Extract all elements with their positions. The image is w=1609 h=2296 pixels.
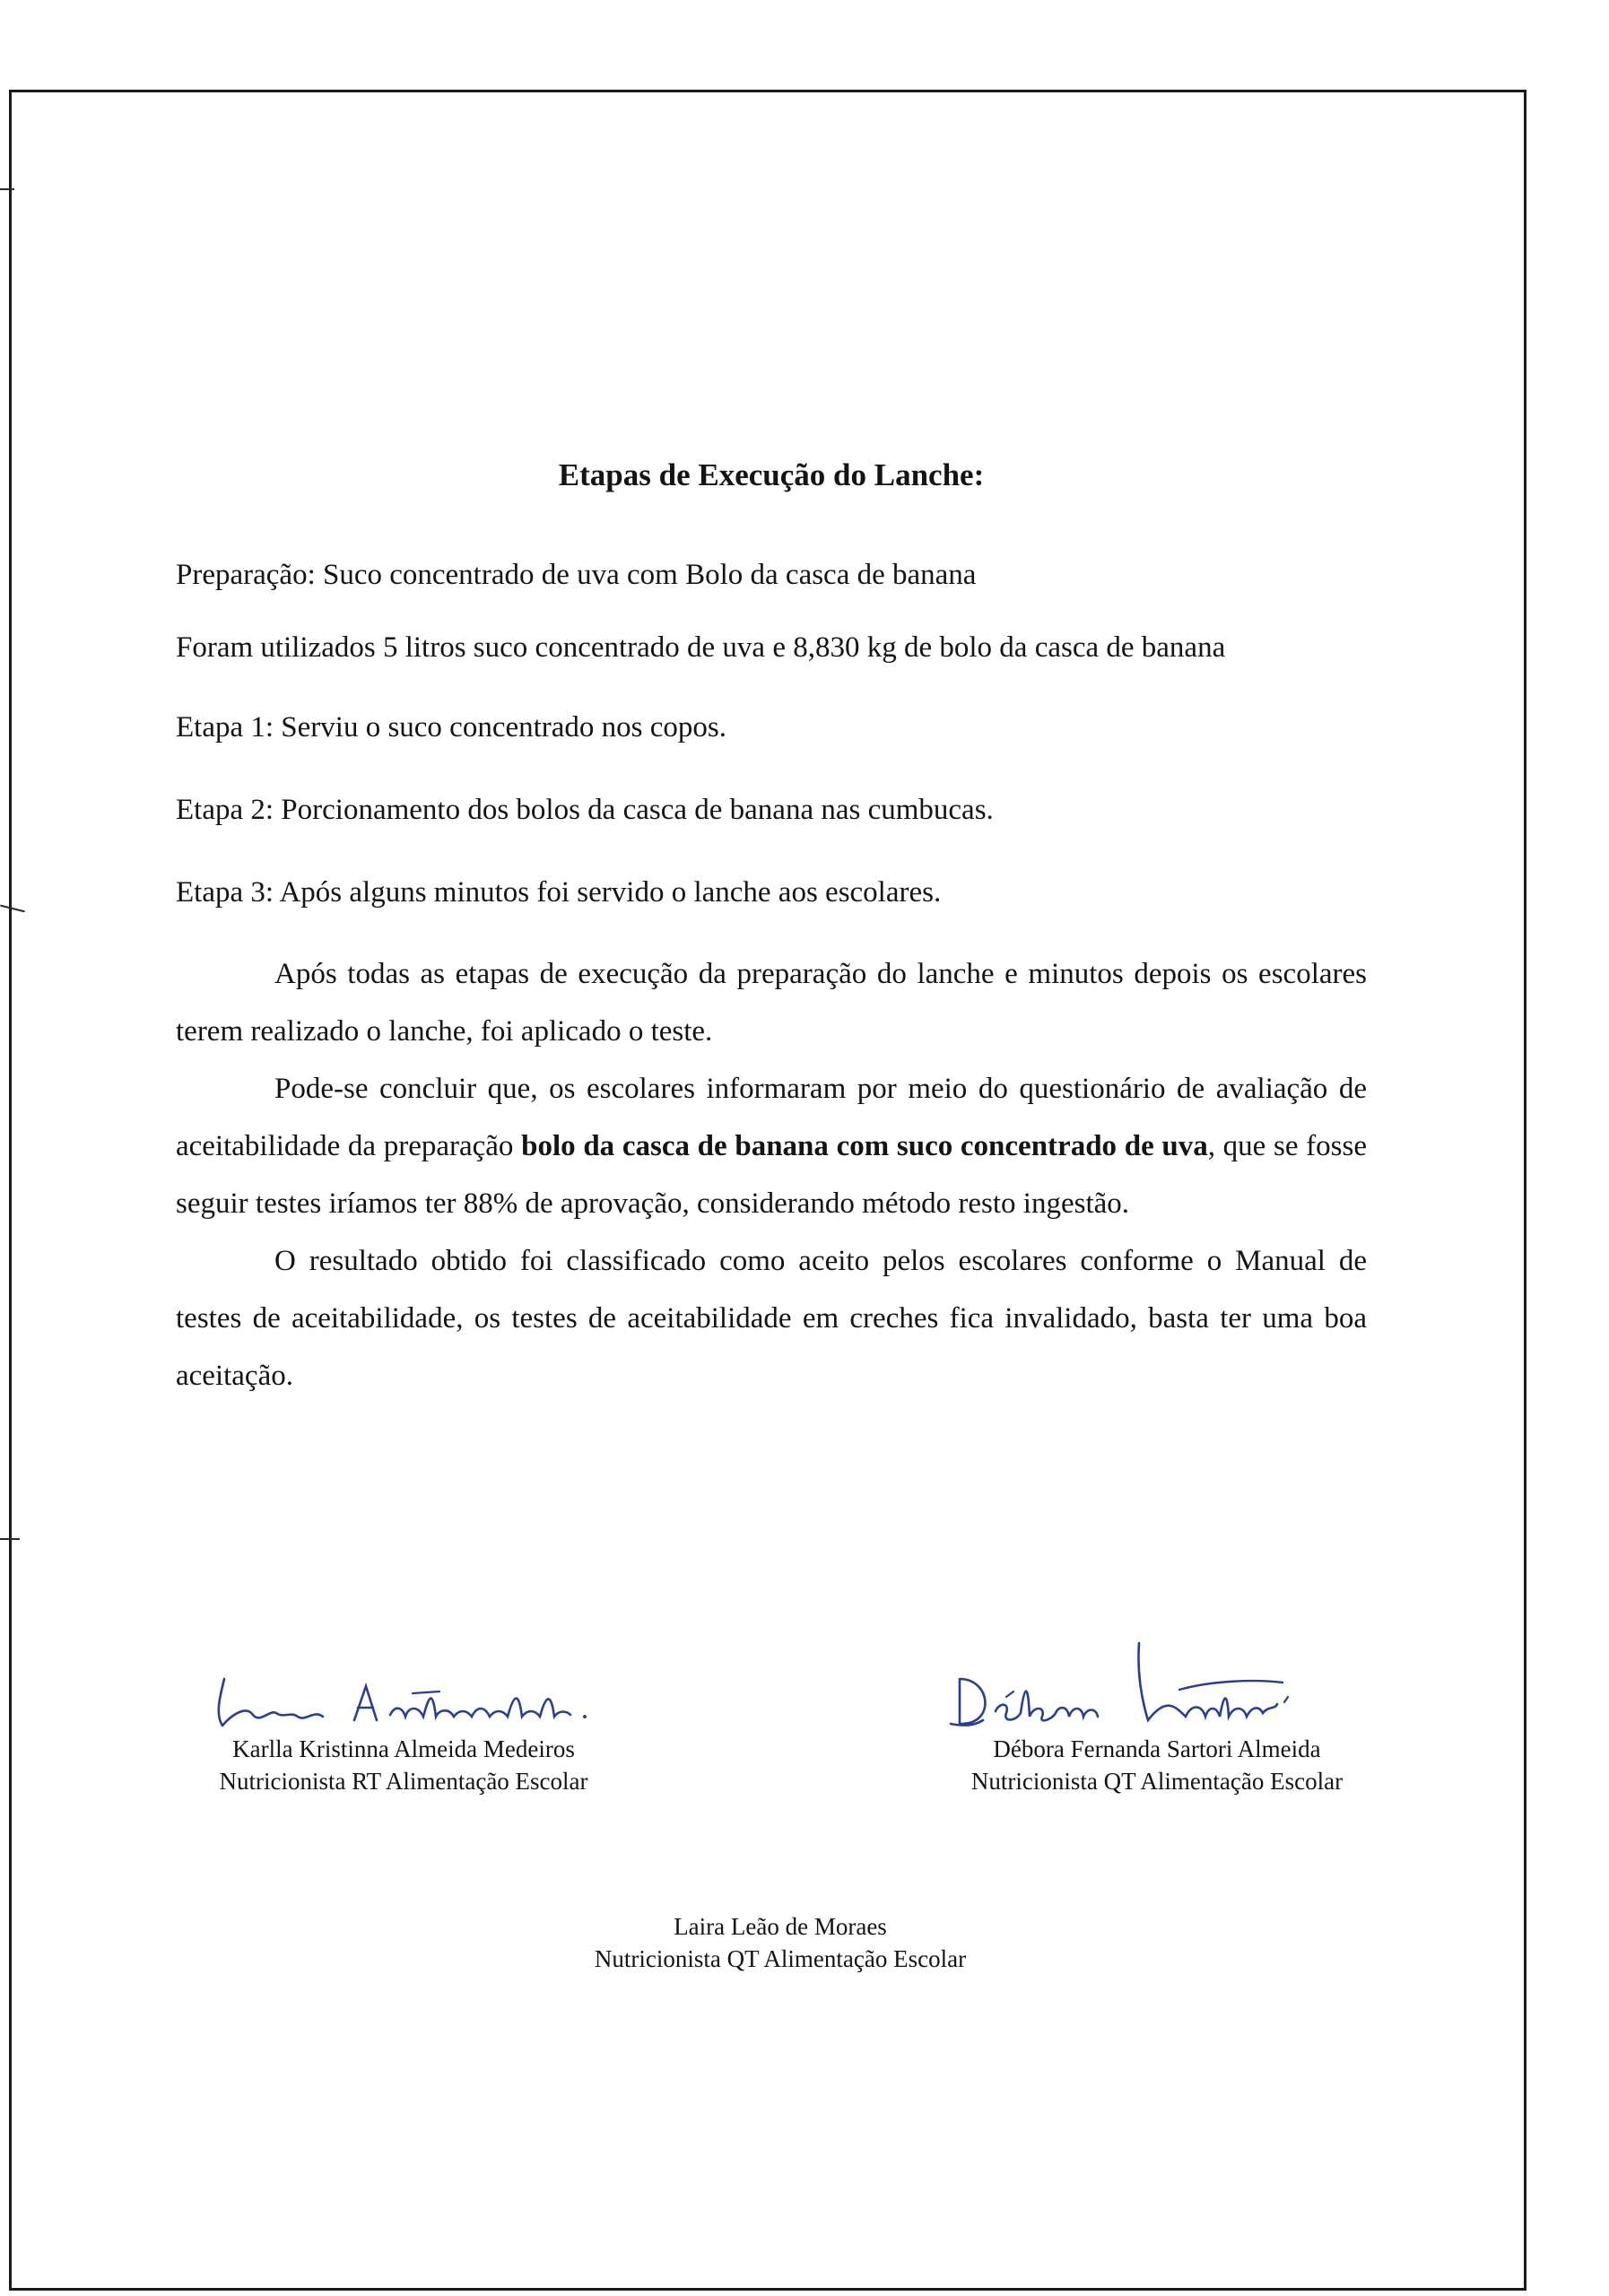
signer-name-left: Karlla Kristinna Almeida Medeiros	[232, 1735, 575, 1762]
preparation-line: Preparação: Suco concentrado de uva com Bolo da casca de banana	[176, 559, 977, 591]
handwritten-signature-right	[906, 1634, 1408, 1733]
step-3: Etapa 3: Após alguns minutos foi servido o lanche aos escolares.	[176, 876, 942, 909]
paragraph-execution: Após todas as etapas de execução da preparação do lanche e minutos depois os escolares terem realizado o lanche, foi aplicado o teste.	[176, 958, 1367, 1048]
conclusion-text-start: Pode-se concluir que, os escolares informaram por meio do questionário de avaliação de aceitabilidade da preparação	[176, 1073, 1367, 1162]
scan-mark	[0, 188, 14, 190]
scan-mark	[0, 1538, 20, 1540]
signature-left	[170, 1670, 637, 1797]
signature-bottom	[502, 1910, 1058, 1975]
document-title: Etapas de Execução do Lanche:	[558, 457, 985, 492]
paragraph-result: O resultado obtido foi classificado como aceito pelos escolares conforme o Manual de testes de aceitabilidade, os testes de aceitabilidade em creches fica invalidado, basta ter uma boa aceitação.	[176, 1245, 1367, 1392]
conclusion-text-end: , que se fosse seguir testes iríamos ter 88% de aprovação, considerando método resto ingestão.	[176, 1130, 1367, 1220]
step-1: Etapa 1: Serviu o suco concentrado nos copos.	[176, 711, 727, 744]
document-body	[176, 430, 1367, 1405]
paragraph-conclusion	[176, 1060, 1367, 1232]
handwritten-signature-left	[170, 1670, 637, 1733]
signer-role-left: Nutricionista RT Alimentação Escolar	[219, 1768, 588, 1795]
signer-role-bottom: Nutricionista QT Alimentação Escolar	[594, 1945, 967, 1972]
signature-right	[906, 1634, 1408, 1797]
signer-name-right: Débora Fernanda Sartori Almeida	[993, 1735, 1321, 1762]
signer-role-right: Nutricionista QT Alimentação Escolar	[970, 1768, 1344, 1795]
step-2: Etapa 2: Porcionamento dos bolos da casca de banana nas cumbucas.	[176, 794, 994, 826]
amounts-paragraph: Foram utilizados 5 litros suco concentrado de uva e 8,830 kg de bolo da casca de banana	[176, 631, 1226, 664]
signer-name-bottom: Laira Leão de Moraes	[674, 1913, 887, 1940]
conclusion-bold-text: bolo da casca de banana com suco concentrado de uva	[521, 1130, 1208, 1162]
